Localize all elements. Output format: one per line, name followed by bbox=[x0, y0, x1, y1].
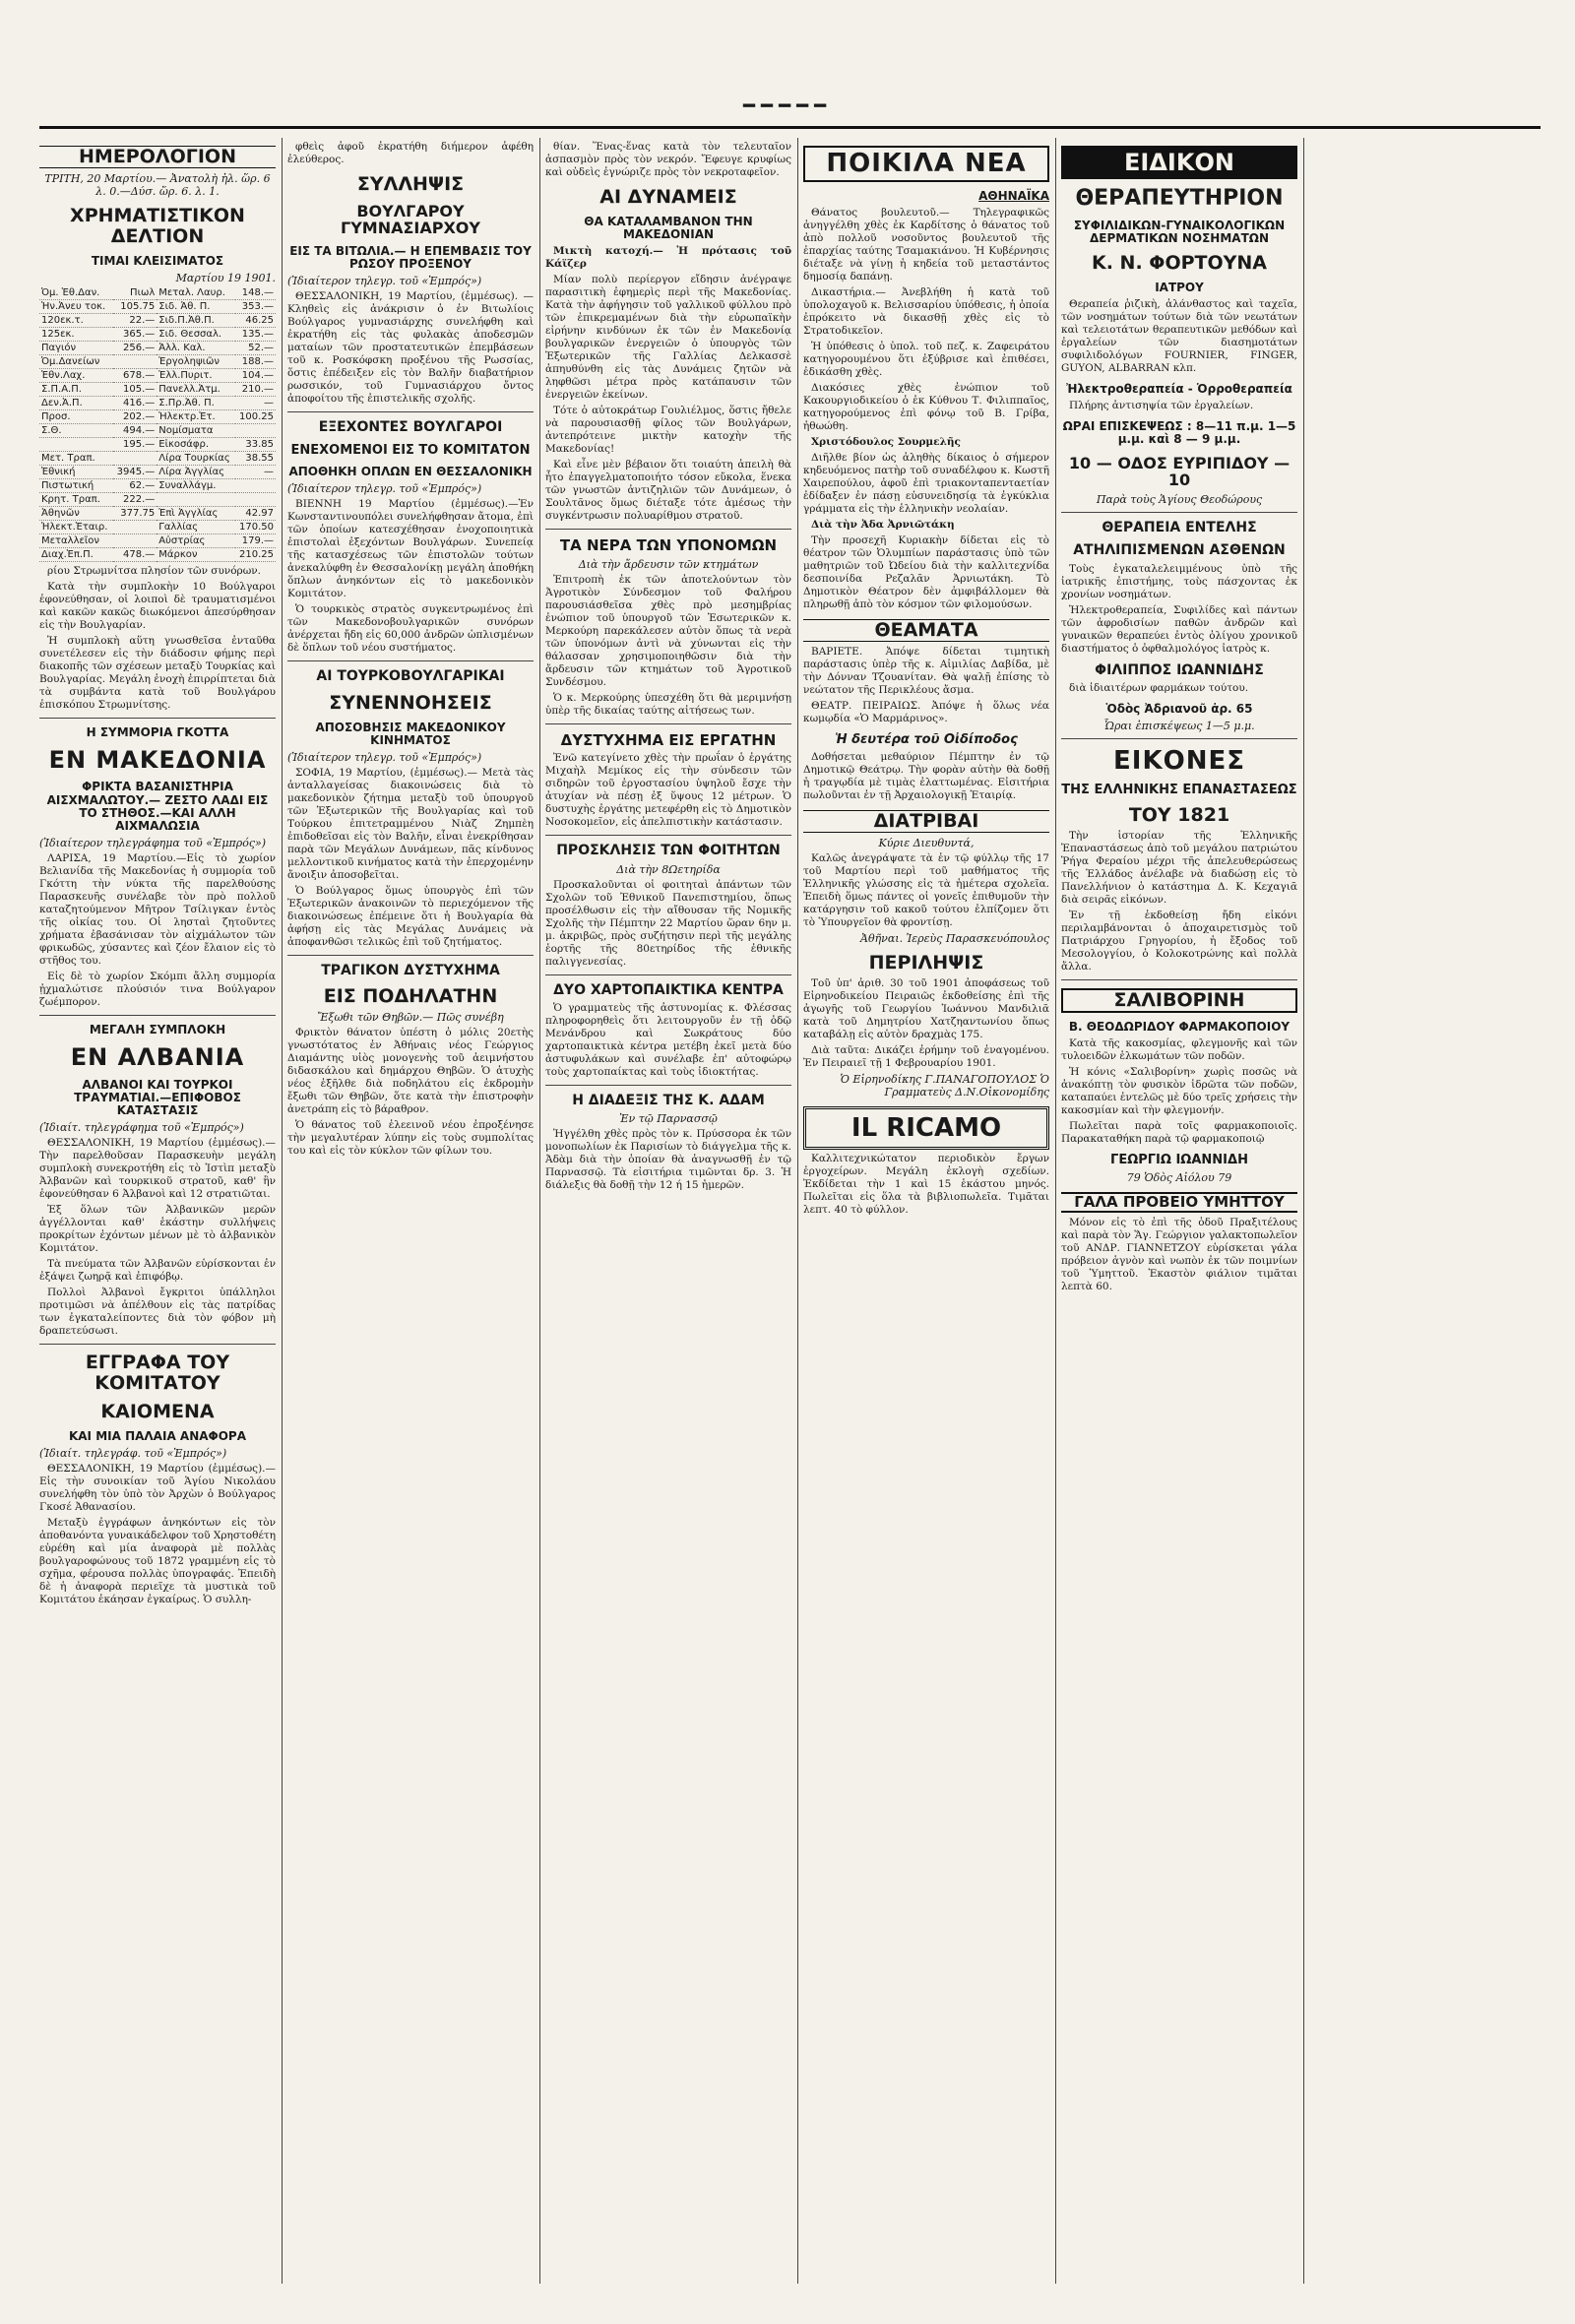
market-cell: Ἀθηνῶν bbox=[39, 506, 113, 520]
headline: ΑΙ ΔΥΝΑΜΕΙΣ bbox=[599, 186, 737, 208]
divider bbox=[545, 974, 791, 975]
headline: Η ΣΥΜΜΟΡΙΑ ΓΚΟΤΤΑ bbox=[86, 724, 229, 739]
divider bbox=[545, 529, 791, 530]
market-cell: Ἠλεκτρ.Ἑτ. bbox=[157, 409, 235, 423]
article-text: Ἡ ὑπόθεσις ὁ ὑπολ. τοῦ πεζ. κ. Ζαφειράτου κατηγορουμένου ὅτι ἐξύβρισε καὶ ἐπιθέσει, ἐδικάσθη χθὲς. bbox=[803, 340, 1049, 378]
market-cell: 222.— bbox=[113, 492, 158, 506]
market-row bbox=[39, 313, 276, 327]
subheadline: ΕΙΣ ΤΑ ΒΙΤΩΛΙΑ.— Η ΕΠΕΜΒΑΣΙΣ ΤΟΥ ΡΩΣΟΥ ΠΡΟΞΕΝΟΥ bbox=[289, 244, 532, 272]
market-cell: Σ.Πρ.Ἀθ. Π. bbox=[157, 396, 235, 409]
divider bbox=[545, 723, 791, 724]
market-row bbox=[39, 465, 276, 478]
market-cell: Μετ. Τραπ. bbox=[39, 451, 113, 465]
market-cell: 62.— bbox=[113, 478, 158, 492]
article-text: Καλῶς ἀνεγράψατε τὰ ἐν τῷ φύλλῳ τῆς 17 τοῦ Μαρτίου περὶ τοῦ μαθήματος τῆς Ἑλληνικῆς γλώσσης εἰς τὰ ἡμέτερα σχολεῖα. Ἐπειδὴ ὅμως πάντες οἱ γονεῖς ἐπιθυμοῦν τὴν κατάργησιν τοῦ κακοῦ τούτου ἐλπίζομεν ὅτι τὸ Ὑπουργεῖον θὰ φροντίσῃ. bbox=[803, 851, 1049, 928]
article-text: Δικαστήρια.— Ἀνεβλήθη ἡ κατὰ τοῦ ὑπολοχαγοῦ κ. Βελισσαρίου ὑπόθεσις, ἡ ὁποία ἐπρόκειτο νὰ δικασθῇ χθὲς εἰς τὸ Στρατοδικεῖον. bbox=[803, 285, 1049, 337]
headline: ΣΥΝΕΝΝΟΗΣΕΙΣ bbox=[329, 691, 492, 714]
market-row bbox=[39, 382, 276, 396]
market-cell: 100.25 bbox=[235, 409, 276, 423]
market-cell: Ἠλεκτ.Ἑταιρ. bbox=[39, 520, 113, 534]
headline: ΕΓΓΡΑΦΑ ΤΟΥ ΚΟΜΙΤΑΤΟΥ bbox=[85, 1351, 230, 1395]
market-row bbox=[39, 286, 276, 300]
market-cell: Εἰκοσάφρ. bbox=[157, 437, 235, 451]
subheadline: Ἐν τῷ Παρνασσῷ bbox=[619, 1112, 718, 1126]
market-cell: — bbox=[235, 396, 276, 409]
market-cell: 256.— bbox=[113, 341, 158, 354]
market-cell bbox=[113, 534, 158, 547]
divider bbox=[1061, 738, 1297, 739]
article-text: Ὁ κ. Μερκούρης ὑπεσχέθη ὅτι θὰ μεριμνήσῃ ὑπὲρ τῆς δικαίας ταύτης αἰτήσεως των. bbox=[545, 691, 791, 717]
subheadline: ΑΛΒΑΝΟΙ ΚΑΙ ΤΟΥΡΚΟΙ ΤΡΑΥΜΑΤΙΑΙ.—ΕΠΙΦΟΒΟΣ ΚΑΤΑΣΤΑΣΙΣ bbox=[74, 1077, 241, 1118]
market-row bbox=[39, 396, 276, 409]
article-text: ΒΑΡΙΕΤΕ. Ἀπόψε δίδεται τιμητικὴ παράστασις ὑπὲρ τῆς κ. Αἰμιλίας Δαβίδα, μὲ τὴν Δόνναν Τζουανίταν. Θὰ ψαλῇ ἐπίσης τὸ νεώτατον τῆς Περικλέους ἄσμα. bbox=[803, 645, 1049, 696]
market-row bbox=[39, 547, 276, 561]
column-rule bbox=[539, 138, 540, 2284]
divider bbox=[1061, 979, 1297, 980]
headline: ΠΡΟΣΚΛΗΣΙΣ ΤΩΝ ΦΟΙΤΗΤΩΝ bbox=[556, 843, 781, 859]
article-text: Ὁ γραμματεὺς τῆς ἀστυνομίας κ. Φλέσσας πληροφορηθεὶς ὅτι λειτουργοῦν ἐν τῇ ὁδῷ Μενάνδρου καὶ Σωκράτους δύο χαρτοπαικτικὰ κέντρα μετέβη ἐκεῖ μετὰ δύο ἀστυφυλάκων καὶ συνέλαβε ἐπ' αὐτοφώρῳ τοὺς χαρτοπαίκτας καὶ τοὺς ἰδιοκτήτας. bbox=[545, 1002, 791, 1079]
market-cell: 210.— bbox=[235, 382, 276, 396]
market-cell: Πανελλ.Ἀτμ. bbox=[157, 382, 235, 396]
column-2 bbox=[287, 138, 534, 2284]
ricamo-ad-title: IL RICAMO bbox=[803, 1106, 1049, 1150]
ad-address: 79 Ὁδὸς Αἰόλου 79 bbox=[1126, 1171, 1232, 1185]
market-cell: Σ.Π.Α.Π. bbox=[39, 382, 113, 396]
divider bbox=[287, 411, 534, 412]
ad-subheadline: Β. ΘΕΟΔΩΡΙΔΟΥ ΦΑΡΜΑΚΟΠΟΙΟΥ bbox=[1068, 1019, 1291, 1034]
market-cell: Πιωλ bbox=[113, 286, 158, 300]
market-date: Μαρτίου 19 1901. bbox=[175, 271, 276, 284]
market-cell: Νομίσματα bbox=[157, 423, 235, 437]
ad-pharmacist: ΓΕΩΡΓΙΩ ΙΩΑΝΝΙΔΗ bbox=[1110, 1153, 1248, 1167]
article-text: Ἡ συμπλοκὴ αὕτη γνωσθεῖσα ἐνταῦθα συνετέλεσεν εἰς τὴν διάδοσιν φήμης περὶ διακοπῆς τῶν σχέσεων μεταξὺ Τουρκίας καὶ Βουλγαρίας. Μεγάλη ἐνοχὴ ἐπιρρίπτεται διὰ τὰ συμβάντα κατὰ τοῦ Βουλγάρου ἐπισκόπου Στρωμνίτσης. bbox=[39, 634, 276, 711]
market-cell: 353.— bbox=[235, 299, 276, 313]
market-cell: Παγιόν bbox=[39, 341, 113, 354]
market-cell: Σιδ.Π.Ἀθ.Π. bbox=[157, 313, 235, 327]
market-cell: 3945.— bbox=[113, 465, 158, 478]
subheadline: ΚΑΙ ΜΙΑ ΠΑΛΑΙΑ ΑΝΑΦΟΡΑ bbox=[68, 1429, 247, 1443]
headline: ΑΙ ΤΟΥΡΚΟΒΟΥΛΓΑΡΙΚΑΙ bbox=[316, 668, 505, 685]
headline: ΔΥΣΤΥΧΗΜΑ ΕΙΣ ΕΡΓΑΤΗΝ bbox=[560, 730, 777, 749]
article-text: Καὶ εἶνε μὲν βέβαιον ὅτι τοιαύτη ἀπειλὴ θὰ ἦτο ἐπαγγελματοποιήτο τόσον εὔκολα, ἕνεκα τῶν γνωστῶν ἀντιζηλιῶν τῶν Δυνάμεων, ὁ Σουλτᾶνος ὅμως διέταξε τότε ἀμέσως τὴν συγκέντρωσιν πολυαρίθμου στρατοῦ. bbox=[545, 459, 791, 523]
column-4 bbox=[803, 138, 1049, 2284]
subheadline: Διὰ τὴν 8Ωετηρίδα bbox=[616, 862, 721, 876]
headline: ΘΕΑΜΑΤΑ bbox=[803, 619, 1049, 642]
article-text: ΣΟΦΙΑ, 19 Μαρτίου, (ἐμμέσως).— Μετὰ τὰς ἀνταλλαγείσας διακοινώσεις διὰ τὸ μακεδονικὸν ζήτημα μεταξὺ τοῦ ὑπουργοῦ τῶν Ἐξωτερικῶν τῆς Βουλγαρίας καὶ τοῦ Τούρκου ἐπιτετραμμένου Νιὰζ Ζημπὲη ἐπιδοθεῖσαι εἰς τὸν Βαλῆν, εἶναι ἐνεκρίθησαν παρὰ τῶν Μεγάλων Δυνάμεων, πᾶς κίνδυνος μελλοντικοῦ κινήματος κατὰ τὴν ἐπερχομένην ἄνοιξιν ἀποσοβεῖται. bbox=[287, 766, 534, 881]
ad-text: Πλήρης ἀντισηψία τῶν ἐργαλείων. bbox=[1069, 400, 1254, 412]
market-cell: 210.25 bbox=[235, 547, 276, 561]
calendar-line: ΤΡΙΤΗ, 20 Μαρτίου.— Ἀνατολὴ ἡλ. ὥρ. 6 λ. 0.—Δύσ. ὥρ. 6. λ. 1. bbox=[44, 171, 271, 198]
article-text: Καλλιτεχνικώτατον περιοδικὸν ἔργων ἐργοχείρων. Μεγάλη ἐκλογὴ σχεδίων. Ἐκδίδεται τὴν 1 καὶ 15 ἑκάστου μηνός. Πωλεῖται εἰς ὅλα τὰ βιβλιοπωλεῖα. Τιμᾶται λεπτ. 40 τὸ φύλλον. bbox=[803, 1152, 1049, 1216]
article-text: ΘΕΣΣΑΛΟΝΙΚΗ, 19 Μαρτίου (ἐμμέσως).—Εἰς τὴν συνοικίαν τοῦ Ἁγίου Νικολάου συνελήφθη τὸν ὑπὸ τὸν Ἀρχὼν ὁ Βούλγαρος Γκοσέ Ἀθανασίου. bbox=[39, 1463, 276, 1514]
article-text: Πολλοὶ Ἀλβανοὶ ἔγκριτοι ὑπάλληλοι προτιμῶσι νὰ ἀπέλθουν εἰς τὰς πατρίδας των ἐγκαταλείποντες διὰ τὸν φόβον μὴ δραπετεύσωσι. bbox=[39, 1287, 276, 1338]
market-cell: Σιδ. Ἀθ. Π. bbox=[157, 299, 235, 313]
ad-text: Τοὺς ἐγκαταλελειμμένους ὑπὸ τῆς ἰατρικῆς ἐπιστήμης, τοὺς πάσχοντας ἐκ χρονίων νοσημάτων. bbox=[1061, 562, 1297, 600]
article-text: Δοθήσεται μεθαύριον Πέμπτην ἐν τῷ Δημοτικῷ Θεάτρῳ. Τὴν φορὰν αὐτὴν θὰ δοθῇ ἡ τραγῳδία μὲ τιμὰς ἐλαττωμένας. Εἰσιτήρια πωλοῦνται ἐν τῇ Ἀρχαιολογικῇ Ἑταιρίᾳ. bbox=[803, 750, 1049, 801]
salutation: Κύριε Διευθυντά, bbox=[878, 836, 975, 849]
article-text: Τοῦ ὑπ' ἀριθ. 30 τοῦ 1901 ἀποφάσεως τοῦ Εἰρηνοδικείου Πειραιῶς ἐκδοθείσης ἐπὶ τῆς ἀγωγῆς τοῦ Γεωργίου Ἰωάννου Μανδιλιᾶ κατὰ τοῦ Δημητρίου Χατζηαντωνίου ὅπως καταβάλῃ εἰς αὐτὸν δραχμὰς 175. bbox=[803, 976, 1049, 1040]
column-1 bbox=[39, 138, 276, 2284]
article-text: Φρικτὸν θάνατον ὑπέστη ὁ μόλις 20ετὴς γνωστότατος ἐν Ἀθήναις νέος Γεώργιος Διαμάντης υἱὸς μονογενὴς τοῦ ἀειμνήστου διδασκάλου καὶ δημάρχου Θηβῶν. Ὁ ἀτυχὴς νέος ἐξῆλθε διὰ ποδηλάτου εἰς ἐκδρομὴν ἔξωθι τῶν Θηβῶν, ὅτε κατὰ τὴν ἐπιστροφὴν ἀνετράπη εἰς τὸ βάραθρον. bbox=[287, 1027, 534, 1116]
market-subtitle: ΤΙΜΑΙ ΚΛΕΙΣΙΜΑΤΟΣ bbox=[91, 253, 224, 268]
market-cell: 22.— bbox=[113, 313, 158, 327]
market-cell: Κρητ. Τραπ. bbox=[39, 492, 113, 506]
ad-text: Ἡ κόνις «Σαλιβορίνη» χωρὶς ποσῶς νὰ ἀνακόπτῃ τὸν φυσικὸν ἱδρῶτα τῶν ποδῶν, καταπαύει ἐντελῶς μὲ δύο τρεῖς χρήσεις τὴν κακοσμίαν καὶ τὴν φλεγμονήν. bbox=[1061, 1066, 1297, 1116]
market-cell: Ὀμ.Δανείων bbox=[39, 354, 113, 368]
ad-text: Τὴν ἱστορίαν τῆς Ἑλληνικῆς Ἐπαναστάσεως ἀπὸ τοῦ μεγάλου πατριώτου Ῥήγα Φεραίου μέχρι τῆς ἀπελευθερώσεως τῆς Ἑλλάδος ἀνέλαβε νὰ διαδώσῃ εἰς τὸ Πανελλήνιον ὁ κατάστημα Δ. Κ. Κεχαγιᾶ διὰ σειρᾶς εἰκόνων. bbox=[1061, 829, 1297, 906]
ad-text: Μόνον εἰς τὸ ἐπὶ τῆς ὁδοῦ Πραξιτέλους καὶ παρὰ τὸν Ἅγ. Γεώργιον γαλακτοπωλεῖον τοῦ ΑΝΔΡ. ΓΙΑΝΝΕΤΖΟΥ εὑρίσκεται γάλα πρόβειον ἁγνὸν καὶ νωπὸν ἐκ τῶν ποιμνίων τοῦ Ὑμηττοῦ. Ἐκαστὸν φιάλιον τιμᾶται λεπτὰ 60. bbox=[1061, 1216, 1297, 1292]
market-cell bbox=[235, 423, 276, 437]
divider bbox=[39, 1344, 276, 1345]
market-cell: 33.85 bbox=[235, 437, 276, 451]
article-text: Ἠγγέλθη χθὲς πρὸς τὸν κ. Πρύσσορα ἐκ τῶν μονοπωλίων ἐκ Παρισίων τὸ διάγγελμα τῆς κ. Ἀδὰμ διὰ τὴν ὁποίαν θὰ ἀναγνωσθῇ ἐν τῷ Παρνασσῷ. Τὰ εἰσιτήρια τιμῶνται δρ. 3. Ἡ διάλεξις θὰ δοθῇ τὴν 12 ή 15 ἡμερῶν. bbox=[545, 1128, 791, 1192]
article-text: ΘΕΣΣΑΛΟΝΙΚΗ, 19 Μαρτίου (ἐμμέσως).— Τὴν παρελθοῦσαν Παρασκευὴν μεγάλη συμπλοκὴ συνεκροτήθη εἰς τὸ Ἰστὶπ μεταξὺ Ἀλβανῶν καὶ τουρκικοῦ στρατοῦ, καθ' ἣν ἐφονεύθησαν 6 Ἀλβανοὶ καὶ 12 στρατιῶται. bbox=[39, 1137, 276, 1201]
headline: ΤΡΑΓΙΚΟΝ ΔΥΣΤΥΧΗΜΑ bbox=[321, 962, 500, 978]
market-cell bbox=[157, 492, 235, 506]
dateline: (Ἰδιαίτ. τηλεγράφημα τοῦ «Ἐμπρός») bbox=[39, 1121, 244, 1135]
ad-address: 10 — ΟΔΟΣ ΕΥΡΙΠΙΔΟΥ — 10 bbox=[1068, 453, 1291, 490]
market-cell: 202.— bbox=[113, 409, 158, 423]
market-cell: Μεταλλεῖον bbox=[39, 534, 113, 547]
market-cell: Ἐθνική bbox=[39, 465, 113, 478]
market-cell: Σ.Θ. bbox=[39, 423, 113, 437]
headline: ΕΝ ΜΑΚΕΔΟΝΙΑ bbox=[48, 746, 267, 775]
market-cell: Γαλλίας bbox=[157, 520, 235, 534]
headline: Ἡ δευτέρα τοῦ Οἰδίποδος bbox=[835, 731, 1018, 747]
article-text: Προσκαλοῦνται οἱ φοιτηταὶ ἁπάντων τῶν Σχολῶν τοῦ Ἐθνικοῦ Πανεπιστημίου, ὅπως προσέλθωσιν εἰς τὴν αἴθουσαν τῆς Νομικῆς Σχολῆς τὴν Πέμπτην 22 Μαρτίου ὥραν 6ην μ. μ. ἀκριβῶς, πρὸς συζήτησιν περὶ τῆς μεγάλης ἑορτῆς τῆς 80ετηρίδος τῆς ἐθνικῆς παλιγγενεσίας. bbox=[545, 878, 791, 968]
section-subtitle: ΑΘΗΝΑΪΚΑ bbox=[978, 188, 1049, 203]
market-cell: — bbox=[235, 465, 276, 478]
headline: ΒΟΥΛΓΑΡΟΥ ΓΥΜΝΑΣΙΑΡΧΟΥ bbox=[341, 201, 480, 238]
market-cell: 188.— bbox=[235, 354, 276, 368]
article-text: Διακόσιες χθὲς ἐνώπιον τοῦ Κακουργιοδικείου ὁ ἐκ Κύθνου Τ. Φιλιππαῖος, κατηγορούμενος ἐπὶ φόνῳ τοῦ Β. Γρίβα, ἠθωώθη. bbox=[803, 381, 1049, 432]
headline: ΕΝΕΧΟΜΕΝΟΙ ΕΙΣ ΤΟ ΚΟΜΙΤΑΤΟΝ bbox=[290, 442, 531, 458]
market-cell: 365.— bbox=[113, 327, 158, 341]
market-cell: 42.97 bbox=[235, 506, 276, 520]
market-cell: 678.— bbox=[113, 368, 158, 382]
article-text: Μίαν πολὺ περίεργον εἴδησιν ἀνέγραψε παρασιτικὴ ἐφημερὶς περὶ τῆς Μακεδονίας. Κατὰ τὴν ἀφήγησιν τοῦ γαλλικοῦ φύλλου πρὸ τῶν ἐπικρεμαμένων διὰ τὴν εὐρωπαϊκὴν εἰρήνην κινδύνων ἐκ τῶν ἐν Μακεδονίᾳ βουλγαρικῶν ἐνεργειῶν ὁ ὑπουργὸς τῶν Ἐξωτερικῶν τῆς Γαλλίας Δελκασσὲ ἀπηυθύνθη εἰς τὰς Δυνάμεις ζητῶν νὰ ληφθῶσι μέτρα πρὸς κατάπαυσιν τῶν ἐνεργειῶν ἐκείνων. bbox=[545, 274, 791, 402]
headline: ΕΝ ΑΛΒΑΝΙΑ bbox=[70, 1043, 245, 1072]
ad-address: Ὁδὸς Ἀδριανοῦ ἀρ. 65 bbox=[1105, 701, 1253, 716]
article-text: Τὰ πνεύματα τῶν Ἀλβανῶν εὑρίσκονται ἐν ἐξάψει ζωηρᾷ καὶ ἐπιφόβῳ. bbox=[39, 1258, 276, 1284]
article-text: θίαν. Ἕνας-ἕνας κατὰ τὸν τελευταῖον ἀσπασμὸν πρὸς τὸν νεκρόν. Ἔφευγε κρυφίως καὶ οὐδεὶς ἐγνώριζε πρὸς τὸν νεκροταφεῖον. bbox=[545, 141, 791, 178]
ad-text: Ἠλεκτροθεραπεία, Συφιλίδες καὶ πάντων τῶν ἀφροδισίων παθῶν ἀνδρῶν καὶ γυναικῶν θεραπεύει ἐντὸς ὀλίγου χρονικοῦ διαστήματος ὁ ὀφθαλμολόγος ἰατρὸς κ. bbox=[1061, 603, 1297, 655]
market-cell: 148.— bbox=[235, 286, 276, 300]
market-cell: Ἀλλ. Καλ. bbox=[157, 341, 235, 354]
article-text: Διὰ ταῦτα: Δικάζει ἐρήμην τοῦ ἐναγομένου. Ἐν Πειραιεῖ τῇ 1 Φεβρουαρίου 1901. bbox=[803, 1043, 1049, 1069]
market-cell: Διαχ.Ἐπ.Π. bbox=[39, 547, 113, 561]
market-cell: 179.— bbox=[235, 534, 276, 547]
market-cell: Λίρα Ἀγγλίας bbox=[157, 465, 235, 478]
subheadline: Ἔξωθι τῶν Θηβῶν.— Πῶς συνέβη bbox=[317, 1011, 504, 1025]
ad-headline: ΑΤΗΛΙΠΙΣΜΕΝΩΝ ΑΣΘΕΝΩΝ bbox=[1073, 542, 1286, 559]
ad-text: Ἠλεκτροθεραπεία - Ὀρροθεραπεία bbox=[1066, 382, 1292, 397]
divider bbox=[39, 718, 276, 719]
market-cell: 38.55 bbox=[235, 451, 276, 465]
article-text: Ὁ Βούλγαρος ὅμως ὑπουργὸς ἐπὶ τῶν Ἐξωτερικῶν ἀνακοινῶν τὸ περιεχόμενον τῆς διακοινώσεως ἐπέμεινε ὅτι ἡ Βουλγαρία θὰ ἀφήσῃ εἰς τὰς Μεγάλας Δυνάμεις νὰ ἀποφανθῶσι τελικῶς ἐπὶ τοῦ ζητήματος. bbox=[287, 884, 534, 948]
article-text: Ἐπιτροπὴ ἐκ τῶν ἀποτελούντων τὸν Ἀγροτικὸν Σύνδεσμον τοῦ Φαλήρου παρουσιάσθεῖσα χθὲς πρὸ μεσημβρίας ἐνώπιον τοῦ ὑπουργοῦ τῶν Ἐσωτερικῶν κ. Μερκούρη παρεκάλεσεν αὐτὸν ὅπως τὰ νερὰ τῶν ὑπονόμων ἀντὶ νὰ χύνωνται εἰς τὴν θάλασσαν χρησιμοποιηθῶσιν διὰ τὴν ἄρδευσιν τῶν κτημάτων τοῦ Ἀγροτικοῦ Συνδέσμου. bbox=[545, 573, 791, 688]
divider bbox=[39, 1015, 276, 1016]
headline: ΘΑ ΚΑΤΑΛΑΜΒΑΝΟΝ ΤΗΝ ΜΑΚΕΔΟΝΙΑΝ bbox=[584, 214, 753, 242]
signature: Ὁ Εἰρηνοδίκης Γ.ΠΑΝΑΓΟΠΟΥΛΟΣ Ὁ Γραμματεὺς Δ.Ν.Οἰκονομίδης bbox=[840, 1072, 1049, 1099]
subheadline: ΦΡΙΚΤΑ ΒΑΣΑΝΙΣΤΗΡΙΑ ΑΙΣΧΜΑΛΩΤΟΥ.— ΖΕΣΤΟ ΛΑΔΙ ΕΙΣ ΤΟ ΣΤΗΘΟΣ.—ΚΑΙ ΑΛΛΗ ΑΙΧΜΑΛΩΣΙΑ bbox=[46, 780, 269, 833]
market-cell bbox=[113, 520, 158, 534]
market-cell: 120εκ.τ. bbox=[39, 313, 113, 327]
headline: ΕΞΕΧΟΝΤΕΣ ΒΟΥΛΓΑΡΟΙ bbox=[318, 419, 503, 436]
market-cell: Λίρα Τουρκίας bbox=[157, 451, 235, 465]
article-text: Ὁ θάνατος τοῦ ἐλεεινοῦ νέου ἐπροξένησε τὴν μεγαλυτέραν λύπην εἰς τοὺς συμπολίτας του καὶ εἰς τὸν κύκλον τῶν φίλων του. bbox=[287, 1119, 534, 1158]
market-cell: Μάρκον bbox=[157, 547, 235, 561]
article-text: Θάνατος βουλευτοῦ.— Τηλεγραφικῶς ἀνηγγέλθη χθὲς ἐκ Καρδίτσης ὁ θάνατος τοῦ ἀπὸ πολλοῦ νοσοῦντος βουλευτοῦ τῆς ἐπαρχίας ταύτης Τσαμακιάνου. Ἡ Κυβέρνησις διέταξε νὰ γίνῃ ἡ κηδεία τοῦ μεταστάντος δημοσίᾳ δαπάνῃ. bbox=[803, 206, 1049, 283]
dateline: (Ἰδιαίτ. τηλεγράφ. τοῦ «Ἐμπρός») bbox=[39, 1447, 227, 1461]
top-rule bbox=[39, 126, 1541, 129]
column-rule bbox=[797, 138, 798, 2284]
market-cell: Δεν.Ἀ.Π. bbox=[39, 396, 113, 409]
market-row bbox=[39, 354, 276, 368]
dateline: (Ἰδιαίτερον τηλεγρ. τοῦ «Ἐμπρός») bbox=[287, 750, 482, 764]
column-3 bbox=[545, 138, 791, 2284]
subheadline: ΑΠΟΣΟΒΗΣΙΣ ΜΑΚΕΔΟΝΙΚΟΥ ΚΙΝΗΜΑΤΟΣ bbox=[315, 720, 506, 747]
market-cell: 478.— bbox=[113, 547, 158, 561]
market-cell: 377.75 bbox=[113, 506, 158, 520]
ad-headline: ΘΕΡΑΠΕΥΤΗΡΙΟΝ bbox=[1075, 186, 1284, 212]
article-text: Ὁ τουρκικὸς στρατὸς συγκεντρωμένος ἐπὶ τῶν Μακεδονοβουλγαρικῶν συνόρων ἀνέρχεται ἤδη εἰς 60,000 ἀνδρῶν ὡπλισμένων δὲ ὅπλων τοῦ νέου συστήματος. bbox=[287, 603, 534, 655]
ad-headline: ΓΑΛΑ ΠΡΟΒΕΙΟ ΥΜΗΤΤΟΥ bbox=[1061, 1192, 1297, 1213]
ad-doctor-title: ΙΑΤΡΟΥ bbox=[1155, 280, 1204, 294]
article-text: Μεταξὺ ἐγγράφων ἀνηκόντων εἰς τὸν ἀποθανόντα γυναικάδελφον τοῦ Χρηστοθέτη εὑρέθη καὶ μία ἀναφορὰ μὲ πολλὰς βουλγαροφώνους τοῦ 1872 γραμμένη εἰς τὸ σχῆμα, φέρουσα πολλὰς ὑπογραφάς. Ἐπειδὴ δὲ ἡ ἀναφορὰ περιεῖχε τὰ μυστικὰ τοῦ Κομιτάτου ἐκάησαν ἐγκαίρως. Ὁ συλλη- bbox=[39, 1517, 276, 1606]
market-cell bbox=[39, 437, 113, 451]
headline: ΠΕΡΙΛΗΨΙΣ bbox=[868, 951, 984, 974]
ad-headline: ΤΟΥ 1821 bbox=[1128, 804, 1230, 827]
market-cell: 416.— bbox=[113, 396, 158, 409]
market-cell: Σιδ. Θεσσαλ. bbox=[157, 327, 235, 341]
article-text: Εἰς δὲ τὸ χωρίον Σκόμπι ἄλλη συμμορία ᾐχμαλώτισε πλούσιόν τινα Βούλγαρον ζωέμπορον. bbox=[39, 971, 276, 1009]
market-cell: Προσ. bbox=[39, 409, 113, 423]
subheadline: Διὰ τὴν ἄρδευσιν τῶν κτημάτων bbox=[578, 557, 759, 571]
market-cell: Ἐπὶ Ἀγγλίας bbox=[157, 506, 235, 520]
market-row bbox=[39, 437, 276, 451]
headline: ΔΙΑΤΡΙΒΑΙ bbox=[803, 810, 1049, 833]
ad-text: διὰ ἰδιαιτέρων φαρμάκων τούτου. bbox=[1069, 681, 1249, 694]
ad-text: Ἐν τῇ ἐκδοθείσῃ ἤδη εἰκόνι περιλαμβάνονται ὁ ἀποχαιρετισμὸς τοῦ Πατριάρχου Γρηγορίου, ἡ ἔξοδος τοῦ Μεσολογγίου, ὁ Κολοκοτρώνης καὶ πολλὰ ἄλλα. bbox=[1061, 909, 1297, 973]
market-cell: Ἐργοληψιῶν bbox=[157, 354, 235, 368]
article-lead: Χριστόδουλος Σουρμελῆς bbox=[811, 435, 961, 448]
ad-hours: ΩΡΑΙ ΕΠΙΣΚΕΨΕΩΣ : 8—11 π.μ. 1—5 μ.μ. καὶ 8 — 9 μ.μ. bbox=[1062, 419, 1296, 447]
headline: ΣΥΛΛΗΨΙΣ bbox=[356, 173, 465, 195]
article-text: Ἐνῶ κατεγίνετο χθὲς τὴν πρωΐαν ὁ ἐργάτης Μιχαὴλ Μεμίκος εἰς τὴν σύνδεσιν τῶν σιδηρῶν τοῦ ἐργοστασίου ὑψηλοῦ ἔσχε τὴν ἀτυχίαν νὰ πέσῃ ἐξ ὕψους 12 μέτρων. Ὁ δυστυχὴς ἐργάτης μετεφέρθη εἰς τὸ Δημοτικὸν Νοσοκομεῖον, εἰς ἀπελπιστικὴν κατάστασιν. bbox=[545, 752, 791, 829]
market-title: ΧΡΗΜΑΤΙΣΤΙΚΟΝ ΔΕΛΤΙΟΝ bbox=[70, 204, 245, 247]
market-cell: 52.— bbox=[235, 341, 276, 354]
market-row bbox=[39, 534, 276, 547]
ad-doctor-name: ΦΙΛΙΠΠΟΣ ΙΩΑΝΝΙΔΗΣ bbox=[1095, 661, 1264, 678]
article-text: ρίου Στρωμνίτσα πλησίον τῶν συνόρων. bbox=[47, 564, 262, 577]
ad-text: Πωλεῖται παρὰ τοῖς φαρμακοποιοῖς. Παρακαταθήκη παρὰ τῷ φαρμακοποιῷ bbox=[1061, 1120, 1297, 1145]
headline: ΕΙΣ ΠΟΔΗΛΑΤΗΝ bbox=[323, 985, 498, 1008]
market-cell: Ὀμ. Ἐθ.Δαν. bbox=[39, 286, 113, 300]
dateline: (Ἰδιαίτερον τηλεγράφημα τοῦ «Ἐμπρός») bbox=[39, 837, 267, 850]
headline: ΜΕΓΑΛΗ ΣΥΜΠΛΟΚΗ bbox=[89, 1023, 226, 1037]
divider bbox=[545, 835, 791, 836]
market-row bbox=[39, 409, 276, 423]
market-cell: Ἐθν.Λαχ. bbox=[39, 368, 113, 382]
market-row bbox=[39, 451, 276, 465]
masthead-ornament: ━━━━━ bbox=[742, 94, 833, 117]
dateline: (Ἰδιαίτερον τηλεγρ. τοῦ «Ἐμπρός») bbox=[287, 482, 482, 496]
market-table bbox=[39, 286, 276, 562]
market-cell: 105.75 bbox=[113, 299, 158, 313]
article-lead: Μικτὴ κατοχή.— Ἡ πρότασις τοῦ Κάϊζερ bbox=[545, 245, 791, 271]
market-cell bbox=[113, 451, 158, 465]
article-text: Τότε ὁ αὐτοκράτωρ Γουλιέλμος, ὅστις ἤθελε νὰ παρουσιασθῇ φίλος τῶν Βουλγάρων, ἀντεπρότεινε μικτὴν κατοχὴν τῆς Μακεδονίας! bbox=[545, 405, 791, 456]
market-cell: 195.— bbox=[113, 437, 158, 451]
headline: ΤΑ ΝΕΡΑ ΤΩΝ ΥΠΟΝΟΜΩΝ bbox=[559, 536, 778, 555]
column-rule bbox=[1303, 138, 1304, 2284]
ad-subheadline: ΣΥΦΙΛΙΔΙΚΩΝ-ΓΥΝΑΙΚΟΛΟΓΙΚΩΝ ΔΕΡΜΑΤΙΚΩΝ ΝΟΣΗΜΑΤΩΝ bbox=[1073, 218, 1286, 245]
market-cell bbox=[113, 354, 158, 368]
article-text: ΛΑΡΙΣΑ, 19 Μαρτίου.—Εἰς τὸ χωρίον Βελιανίδα τῆς Μακεδονίας ἡ συμμορία τοῦ Γκόττη τὴν νύκτα τῆς παρελθούσης Παρασκευῆς συνέλαβε τὸν πρὸ πολλοῦ καταζητούμενον Μῆτρον Τσίλιγκαν ἐντὸς τῆς οἰκίας του. Οἱ λησταὶ ζητοῦντες χρήματα ἐβασάνισαν τὸν αἰχμάλωτον τῶν φρικωδῶς, χύσαντες καὶ ζέον ἔλαιον εἰς τὸ στῆθος του. bbox=[39, 852, 276, 968]
article-text: φθεὶς ἀφοῦ ἐκρατήθη διήμερον ἀφέθη ἐλεύθερος. bbox=[287, 141, 534, 165]
column-rule bbox=[1055, 138, 1056, 2284]
signature: Ἀθῆναι. Ἱερεὺς Παρασκευόπουλος bbox=[860, 931, 1049, 945]
market-cell: Πιστωτική bbox=[39, 478, 113, 492]
column-rule bbox=[282, 138, 283, 2284]
ad-headline: ΤΗΣ ΕΛΛΗΝΙΚΗΣ ΕΠΑΝΑΣΤΑΣΕΩΣ bbox=[1061, 782, 1297, 797]
article-text: Διῆλθε βίον ὡς ἀληθὴς δίκαιος ὁ σήμερον κηδευόμενος πατὴρ τοῦ συναδέλφου κ. Κωστῆ Χαιρεπούλου, ἀφοῦ ἐπὶ τριακονταπενταετίαν ἐδίδαξεν ἐν πάσῃ εὐσυνειδησίᾳ τὰ ἐγκύκλια γράμματα εἰς τὴν ἑλληνικὴν νεολαίαν. bbox=[803, 451, 1049, 515]
market-cell bbox=[235, 492, 276, 506]
headline: ΚΑΙΟΜΕΝΑ bbox=[100, 1401, 215, 1423]
market-cell: 135.— bbox=[235, 327, 276, 341]
market-row bbox=[39, 368, 276, 382]
market-cell: 46.25 bbox=[235, 313, 276, 327]
headline: Η ΔΙΑΔΕΞΙΣ ΤΗΣ Κ. ΑΔΑΜ bbox=[572, 1093, 765, 1109]
calendar-title: ΗΜΕΡΟΛΟΓΙΟΝ bbox=[39, 146, 276, 168]
subheadline: ΑΠΟΘΗΚΗ ΟΠΛΩΝ ΕΝ ΘΕΣΣΑΛΟΝΙΚΗ bbox=[288, 465, 533, 479]
ad-headline: ΣΑΛΙΒΟΡΙΝΗ bbox=[1061, 988, 1297, 1013]
market-cell: 170.50 bbox=[235, 520, 276, 534]
ad-text: Θεραπεία ῥιζικὴ, ἀλάνθαστος καὶ ταχεῖα, τῶν νοσημάτων τούτων διὰ τῶν νεωτάτων καὶ τελειοτάτων θεραπευτικῶν μεθόδων καὶ ἐργαλείων τῶν διασημοτάτων συφιλιδολόγων FOURNIER, FINGER, GUYON, ALBARRAN κλπ. bbox=[1061, 298, 1297, 375]
article-text: ΒΙΕΝΝΗ 19 Μαρτίου (ἐμμέσως).—Ἐν Κωνσταντινουπόλει συνελήφθησαν ἄτομα, ἐπὶ τῶν ὁποίων κατεσχέθησαν ἐνοχοποιητικὰ ἐπιστολαὶ ἐξεχόντων Βουλγάρων. Συνεπείᾳ τῆς κατασχέσεως τῶν ἐπιστολῶν τούτων ἀνεκαλύφθη ἐν Θεσσαλονίκῃ μεγάλη ἀποθήκη ὅπλων ἀνηκόντων εἰς τὸ μακεδονικὸν Κομιτάτον. bbox=[287, 498, 534, 600]
article-text: Τὴν προσεχῆ Κυριακὴν δίδεται εἰς τὸ θέατρον τῶν Ὀλυμπίων παράστασις ὑπὸ τῶν μαθητριῶν τοῦ Ὠδείου διὰ τὴν καλλιτεχνίδα δεσποινίδα Ρεζαλᾶν Ἀρνιωτάκη. Τὸ Δημοτικὸν Θέατρον δὲν ἀμφιβάλλομεν θὰ πληρωθῇ ἀπὸ τὸν κόσμον τῶν φιλομούσων. bbox=[803, 534, 1049, 610]
market-row bbox=[39, 520, 276, 534]
divider bbox=[287, 955, 534, 956]
market-cell: Συναλλάγμ. bbox=[157, 478, 235, 492]
article-lead: Διὰ τὴν Ἀδα Ἀρνιῶτάκη bbox=[811, 518, 955, 531]
ad-hours: Ὧραι ἐπισκέψεως 1—5 μ.μ. bbox=[1103, 720, 1255, 733]
article-text: ΘΕΣΣΑΛΟΝΙΚΗ, 19 Μαρτίου, (ἐμμέσως). — Κληθεὶς εἰς ἀνάκρισιν ὁ ἐν Βιτωλίοις Βούλγαρος γυμνασιάρχης συνελήφθη καὶ ἐκρατήθη εἰς τὰς φυλακὰς ἀποδεσμῶν ματαίων τῶν προστατευτικῶν ἐπεμβάσεων τοῦ κ. Ροσκόφσκη προξένου τῆς Ρωσσίας, ὅστις ἐπέδειξεν εἰς τὸν Βαλῆν διαβατήριον ρωσσικόν, τοῦ Γυμνασιάρχου ὄντος ἀποφοίτου τῆς ἐπιστελικῆς σχολῆς. bbox=[287, 290, 534, 406]
market-cell: 104.— bbox=[235, 368, 276, 382]
market-row bbox=[39, 341, 276, 354]
headline: ΔΥΟ ΧΑΡΤΟΠΑΙΚΤΙΚΑ ΚΕΝΤΡΑ bbox=[553, 981, 784, 998]
market-cell: 125εκ. bbox=[39, 327, 113, 341]
divider bbox=[1061, 512, 1297, 513]
ad-headline: ΘΕΡΑΠΕΙΑ ΕΝΤΕΛΗΣ bbox=[1102, 519, 1257, 535]
market-cell: Αὐστρίας bbox=[157, 534, 235, 547]
market-row bbox=[39, 299, 276, 313]
market-row bbox=[39, 327, 276, 341]
market-cell: Μεταλ. Λαυρ. bbox=[157, 286, 235, 300]
market-row bbox=[39, 423, 276, 437]
ad-headline: ΕΙΔΙΚΟΝ bbox=[1061, 146, 1297, 179]
ad-address: Παρὰ τοὺς Ἁγίους Θεοδώρους bbox=[1096, 492, 1263, 506]
ad-text: Κατὰ τῆς κακοσμίας, φλεγμονῆς καὶ τῶν τυλοειδῶν ἑλκωμάτων τῶν ποδῶν. bbox=[1061, 1037, 1297, 1062]
article-text: Κατὰ τὴν συμπλοκὴν 10 Βούλγαροι ἐφονεύθησαν, οἱ λοιποὶ δὲ τραυματισμένοι καὶ κακῶν κακῶς διωκόμενοι ἀπεσύρθησαν εἰς τὴν Βουλγαρίαν. bbox=[39, 580, 276, 631]
market-row bbox=[39, 492, 276, 506]
dateline: (Ἰδιαίτερον τηλεγρ. τοῦ «Ἐμπρός») bbox=[287, 275, 482, 288]
divider bbox=[545, 1085, 791, 1086]
section-banner: ΠΟΙΚΙΛΑ ΝΕΑ bbox=[803, 146, 1049, 182]
market-cell: Ἠν.Ἀνευ τοκ. bbox=[39, 299, 113, 313]
article-text: Ἐξ ὅλων τῶν Ἀλβανικῶν μερῶν ἀγγέλλονται καθ' ἑκάστην συλλήψεις προκρίτων ἐχόντων μένων μὲ τὸ ἀλβανικὸν Κομιτάτον. bbox=[39, 1204, 276, 1255]
market-row bbox=[39, 506, 276, 520]
ad-doctor-name: Κ. Ν. ΦΟΡΤΟΥΝΑ bbox=[1092, 251, 1267, 274]
market-cell: 494.— bbox=[113, 423, 158, 437]
ad-headline: ΕΙΚΟΝΕΣ bbox=[1113, 746, 1245, 777]
market-cell: 105.— bbox=[113, 382, 158, 396]
divider bbox=[287, 660, 534, 661]
market-cell: Ἑλλ.Πυριτ. bbox=[157, 368, 235, 382]
article-text: ΘΕΑΤΡ. ΠΕΙΡΑΙΩΣ. Ἀπόψε ἡ ὅλως νέα κωμῳδία «Ὁ Μαρμάρινος». bbox=[803, 699, 1049, 724]
column-5 bbox=[1061, 138, 1297, 2284]
newspaper-page bbox=[39, 39, 1541, 2293]
market-cell bbox=[235, 478, 276, 492]
market-row bbox=[39, 478, 276, 492]
